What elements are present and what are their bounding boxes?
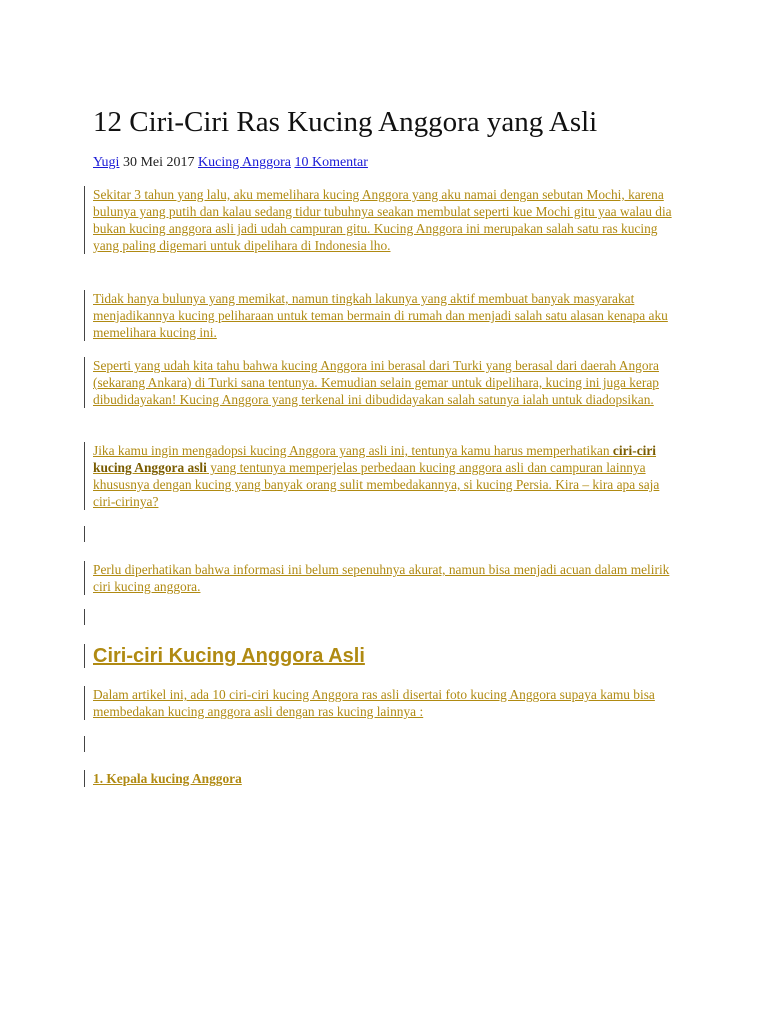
section-intro-block	[84, 686, 684, 720]
paragraph-4-before: Jika kamu ingin mengadopsi kucing Anggora yang asli ini, tentunya kamu harus memperhatikan	[93, 443, 613, 458]
publish-date: 30 Mei 2017	[122, 155, 195, 170]
item-heading-1[interactable]: 1. Kepala kucing Anggora	[93, 771, 242, 786]
paragraph-block-2	[84, 290, 684, 341]
paragraph-4-after: yang tentunya memperjelas perbedaan kucing anggora asli dan campuran lainnya khususnya dengan kucing yang banyak orang sulit membedakannya, si kucing Persia. Kira – kira apa saja ciri-cirinya?	[93, 460, 660, 509]
section-intro[interactable]: Dalam artikel ini, ada 10 ciri-ciri kucing Anggora ras asli disertai foto kucing Anggora supaya kamu bisa membedakan kucing anggora asli dengan ras kucing lainnya :	[93, 687, 655, 719]
spacer-block-3	[84, 736, 684, 752]
comments-link[interactable]: 10 Komentar	[294, 155, 368, 170]
spacer-block-2	[84, 609, 684, 625]
paragraph-5[interactable]: Perlu diperhatikan bahwa informasi ini belum sepenuhnya akurat, namun bisa menjadi acuan dalam melirik ciri kucing anggora.	[93, 562, 670, 594]
paragraph-3[interactable]: Seperti yang udah kita tahu bahwa kucing Anggora ini berasal dari Turki yang berasal dari daerah Angora (sekarang Ankara) di Turki sana tentunya. Kemudian selain gemar untuk dipelihara, kucing ini juga kerap dibudidayakan! Kucing Anggora yang terkenal ini dibudidayakan salah satunya ialah untuk diadopsikan.	[93, 358, 659, 407]
category-link[interactable]: Kucing Anggora	[198, 155, 291, 170]
section-heading-block	[84, 644, 684, 668]
paragraph-4-keyword: ciri-ciri kucing Anggora asli	[93, 443, 657, 475]
section-heading[interactable]: Ciri-ciri Kucing Anggora Asli	[93, 645, 365, 667]
spacer-block-1	[84, 526, 684, 542]
paragraph-block-5	[84, 561, 684, 595]
article-title: 12 Ciri-Ciri Ras Kucing Anggora yang Asli	[93, 106, 598, 138]
paragraph-2[interactable]: Tidak hanya bulunya yang memikat, namun tingkah lakunya yang aktif membuat banyak masyarakat menjadikannya kucing peliharaan untuk teman bermain di rumah dan menjadi salah satu alasan kenapa aku memelihara kucing ini.	[93, 291, 668, 340]
item-heading-block	[84, 770, 684, 787]
paragraph-4[interactable]	[93, 442, 684, 510]
paragraph-block-1	[84, 186, 684, 254]
paragraph-block-3	[84, 357, 684, 408]
article-meta	[93, 154, 368, 172]
paragraph-1[interactable]: Sekitar 3 tahun yang lalu, aku memelihara kucing Anggora yang aku namai dengan sebutan Mochi, karena bulunya yang putih dan kalau sedang tidur tubuhnya seakan membulat seperti kue Mochi gitu yaa walau dia bukan kucing anggora asli jadi udah campuran gitu. Kucing Anggora ini merupakan salah satu ras kucing yang paling digemari untuk dipelihara di Indonesia lho.	[93, 187, 672, 253]
paragraph-block-4	[84, 442, 684, 510]
author-link[interactable]: Yugi	[93, 155, 120, 170]
